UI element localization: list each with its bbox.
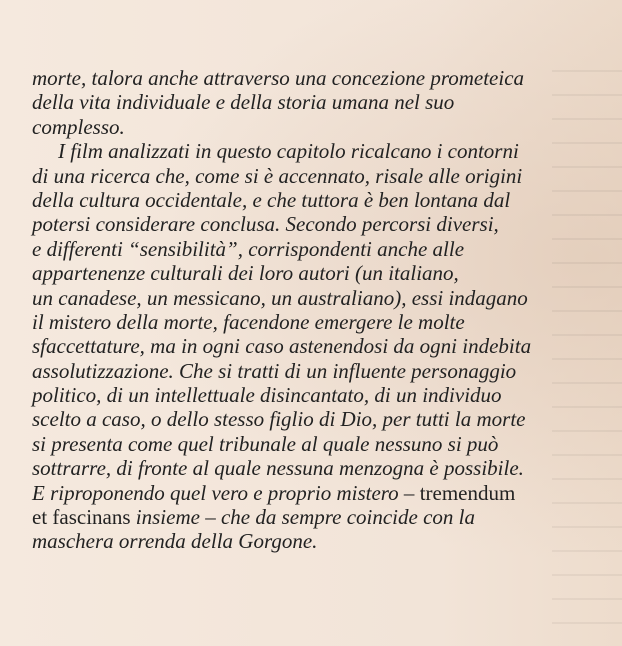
- text-run-roman: et fascinans: [32, 505, 136, 530]
- text-line-20: [32, 529, 592, 553]
- text-line-3: [32, 115, 592, 139]
- text-run: assolutizzazione. Che si tratti di un influente personaggio: [32, 358, 517, 383]
- text-run: sfaccettature, ma in ogni caso astenendosi da ogni indebita: [32, 334, 532, 359]
- text-run: si presenta come quel tribunale al quale nessuno si può: [32, 431, 499, 456]
- text-line-15: [32, 407, 592, 431]
- text-line-6: [32, 188, 592, 212]
- text-run: appartenenze culturali dei loro autori (un italiano,: [32, 261, 459, 286]
- text-run: sottrarre, di fronte al quale nessuna menzogna è possibile.: [32, 456, 524, 481]
- text-line-2: [32, 90, 592, 114]
- text-run: insieme – che da sempre coincide con la: [135, 505, 475, 530]
- text-line-10: [32, 286, 592, 310]
- text-run: E riproponendo quel vero e proprio mistero –: [32, 480, 420, 505]
- text-line-19: [32, 505, 592, 529]
- text-line-1: [32, 66, 592, 90]
- text-run: potersi considerare conclusa. Secondo percorsi diversi,: [32, 212, 499, 237]
- text-run: complesso.: [32, 114, 125, 139]
- text-line-16: [32, 432, 592, 456]
- text-line-11: [32, 310, 592, 334]
- text-line-5: [32, 164, 592, 188]
- text-line-12: [32, 334, 592, 358]
- text-run: della cultura occidentale, e che tuttora è ben lontana dal: [32, 187, 511, 212]
- text-run: I film analizzati in questo capitolo ricalcano i contorni: [58, 139, 519, 164]
- text-line-18: [32, 481, 592, 505]
- text-run: il mistero della morte, facendone emergere le molte: [32, 309, 465, 334]
- text-line-14: [32, 383, 592, 407]
- text-line-13: [32, 359, 592, 383]
- text-run: della vita individuale e della storia umana nel suo: [32, 90, 455, 115]
- text-line-9: [32, 261, 592, 285]
- text-line-7: [32, 212, 592, 236]
- text-run: un canadese, un messicano, un australiano), essi indagano: [32, 285, 528, 310]
- text-run: politico, di un intellettuale disincantato, di un individuo: [32, 383, 502, 408]
- text-run: e differenti “sensibilità”, corrispondenti anche alle: [32, 236, 465, 261]
- text-run: scelto a caso, o dello stesso figlio di Dio, per tutti la morte: [32, 407, 526, 432]
- text-line-4: [32, 139, 592, 163]
- text-run: morte, talora anche attraverso una concezione prometeica: [32, 66, 525, 90]
- text-run-roman: tremendum: [419, 480, 516, 505]
- text-run: maschera orrenda della Gorgone.: [32, 529, 318, 554]
- text-run: di una ricerca che, come si è accennato, risale alle origini: [32, 163, 523, 188]
- text-line-8: [32, 237, 592, 261]
- body-text: [32, 66, 592, 554]
- text-line-17: [32, 456, 592, 480]
